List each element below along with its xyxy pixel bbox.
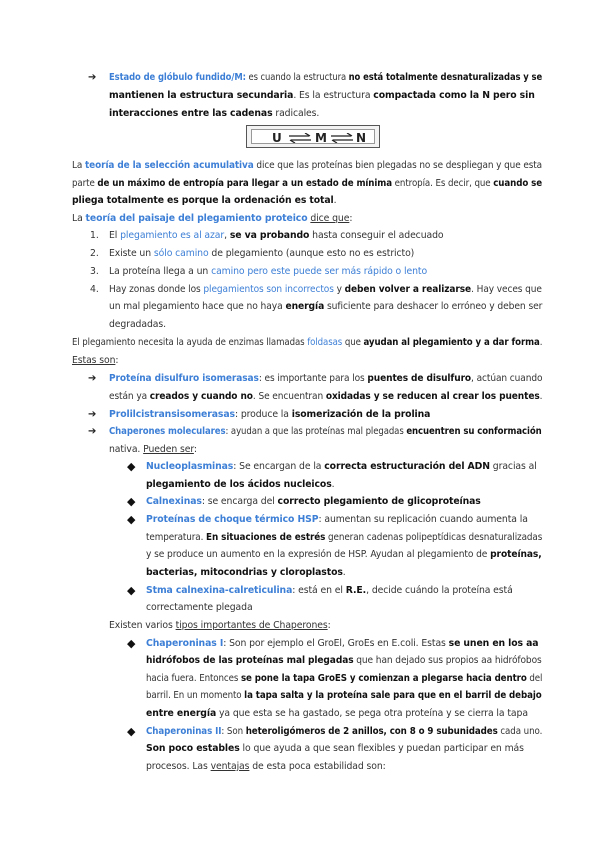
text-line (146, 654, 542, 668)
text-line (109, 107, 319, 121)
text-span: ya que esta se ha gastado, se pega otra proteína y se cierra la tapa (216, 708, 528, 719)
text-span: dice que las proteínas bien plegadas no se despliegan y que esta (253, 160, 543, 171)
text-span: parte (72, 178, 98, 189)
text-span: : Son por ejemplo el GroEl, GroEs en E.coli. Estas (223, 638, 449, 649)
text-span: : Son (221, 726, 246, 737)
text-span: La (72, 213, 86, 224)
text-line (146, 725, 542, 739)
term-chaperoninas-i: Chaperoninas I (146, 638, 224, 649)
text-underlined: Pueden ser (143, 444, 194, 455)
text-bold: entre energía (146, 708, 217, 719)
text-span: barril. En un momento (146, 690, 245, 701)
text-line (72, 177, 542, 191)
text-bold: isomerización de la prolina (291, 409, 431, 420)
text-span: : (115, 355, 119, 366)
text-span: de plegamiento (aunque esto no es estricto) (208, 248, 415, 259)
term-seleccion-acumulativa: teoría de la selección acumulativa (84, 160, 254, 171)
text-bold: En situaciones de estrés (206, 532, 326, 543)
text-line (72, 159, 542, 173)
text-span: La proteína llega a un (109, 266, 212, 277)
text-line (146, 495, 481, 509)
text-span: entropía. Es decir, que (392, 178, 494, 189)
text-bold: proteínas, (490, 549, 542, 560)
text-bold: mantienen la estructura secundaria (109, 90, 294, 101)
diamond-bullet-icon: ◆ (127, 460, 136, 473)
text-span: suficiente para deshacer lo erróneo y deben ser (324, 301, 543, 312)
text-span: hasta conseguir el adecuado (309, 230, 444, 241)
text-span: es cuando la estructura (245, 72, 349, 83)
state-m-label: M (315, 131, 327, 145)
text-span: , decide cuándo la proteína está (366, 585, 513, 596)
list-item (109, 229, 443, 243)
text-bold: Son poco estables (146, 743, 240, 754)
text-bold: ayudan al plegamiento y a dar forma (363, 337, 540, 348)
text-bold: la tapa salta y la proteína sale para que en el barril de debajo (244, 690, 542, 701)
term-chaperones: Chaperones moleculares (109, 426, 226, 437)
text-span: : se encarga del (201, 496, 278, 507)
text-bold: correcta estructuración del ADN (324, 461, 490, 472)
text-line (146, 672, 542, 686)
equilibrium-arrows-icon (288, 133, 312, 143)
list-item-continuation (109, 318, 166, 332)
text-bold: encuentren su conformación (406, 426, 542, 437)
text-bold: hidrófobos de las proteínas mal plegadas (146, 655, 354, 666)
text-bold: compactada como la N pero sin (373, 90, 535, 101)
text-bold: pliega totalmente es porque la ordenación es total (72, 195, 334, 206)
equilibrium-arrows-icon (330, 133, 354, 143)
text-line (146, 584, 513, 598)
text-span: : (193, 444, 197, 455)
diamond-bullet-icon: ◆ (127, 725, 136, 738)
arrow-bullet-icon: ➔ (88, 373, 97, 384)
text-span: que (342, 337, 364, 348)
folding-states-diagram (246, 125, 380, 148)
text-span: procesos. Las (146, 761, 211, 772)
list-item (109, 283, 542, 297)
term-calnexina-calreticulina: Stma calnexina-calreticulina (146, 585, 293, 596)
list-item-continuation (109, 300, 542, 314)
text-blue: camino pero este puede ser más rápido o lento (211, 266, 428, 277)
text-line (72, 212, 352, 226)
text-span: generan cadenas polipeptídicas desnaturalizadas (325, 532, 543, 543)
text-span: degradadas. (109, 319, 166, 330)
text-line (146, 548, 542, 562)
list-number: 1. (90, 230, 99, 241)
diamond-bullet-icon: ◆ (127, 637, 136, 650)
text-span: están ya (109, 391, 150, 402)
term-foldasas: foldasas (307, 337, 343, 348)
text-line (146, 707, 528, 721)
text-line (146, 513, 528, 527)
text-span: . (539, 391, 543, 402)
text-span: y (333, 284, 345, 295)
text-bold: plegamiento de los ácidos nucleicos (146, 479, 332, 490)
term-globulo-fundido: Estado de glóbulo fundido/M: (109, 72, 246, 83)
text-bold: interacciones entre las cadenas (109, 108, 273, 119)
text-span: gracias al (489, 461, 537, 472)
text-line (72, 354, 118, 368)
text-line (109, 425, 542, 439)
list-number: 2. (90, 248, 99, 259)
text-line (146, 601, 253, 615)
text-span: : produce la (234, 409, 292, 420)
text-span: La (72, 160, 85, 171)
text-line (146, 742, 524, 756)
text-blue: plegamientos son incorrectos (203, 284, 334, 295)
text-span: : ayudan a que las proteínas mal plegadas (225, 426, 407, 437)
text-bold: no está totalmente desnaturalizadas y se (348, 72, 543, 83)
text-bold: se unen en los aa (448, 638, 539, 649)
text-span: El (109, 230, 121, 241)
text-underlined: ventajas (210, 761, 250, 772)
text-bold: R.E. (345, 585, 367, 596)
text-span: Existe un (109, 248, 154, 259)
text-span: que han dejado sus propios aa hidrófobos (353, 655, 542, 666)
text-span: temperatura. (146, 532, 207, 543)
text-line (109, 443, 197, 457)
text-line (109, 71, 542, 85)
text-underlined: Estas son (72, 355, 116, 366)
text-span: : está en el (292, 585, 346, 596)
diamond-bullet-icon: ◆ (127, 584, 136, 597)
text-line (146, 460, 537, 474)
text-line (109, 89, 535, 103)
arrow-bullet-icon: ➔ (88, 426, 97, 437)
text-bold: deben volver a realizarse (344, 284, 472, 295)
text-bold: puentes de disulfuro (367, 373, 472, 384)
text-line (146, 760, 386, 774)
text-span: cada uno. (497, 726, 543, 737)
text-span: : Se encargan de la (233, 461, 325, 472)
text-bold: cuando se (493, 178, 543, 189)
text-line (109, 372, 542, 386)
text-bold: energía (285, 301, 325, 312)
text-blue: plegamiento es al azar (120, 230, 225, 241)
text-span: Hay zonas donde los (109, 284, 204, 295)
text-span: y se produce un aumento en la expresión de HSP. Ayudan al plegamiento de (146, 549, 491, 560)
text-bold: heteroligómeros de 2 anillos, con 8 o 9 subunidades (245, 726, 498, 737)
text-span: , actúan cuando (471, 373, 543, 384)
text-line (72, 336, 542, 350)
text-line (109, 408, 430, 422)
term-nucleoplasminas: Nucleoplasminas (146, 461, 234, 472)
list-number: 3. (90, 266, 99, 277)
text-line (109, 390, 542, 404)
diamond-bullet-icon: ◆ (127, 513, 136, 526)
text-span: Existen varios (109, 620, 176, 631)
state-n-label: N (356, 131, 367, 145)
text-bold: se pone la tapa GroES y comienzan a plegarse hacia dentro (240, 673, 527, 684)
text-span: radicales. (272, 108, 320, 119)
text-span: El plegamiento necesita la ayuda de enzimas llamadas (72, 337, 308, 348)
text-span: hacia fuera. Entonces (146, 673, 241, 684)
text-span: : aumentan su replicación cuando aumenta la (318, 514, 528, 525)
state-u-label: U (272, 131, 282, 145)
text-bold: oxidadas y se reducen al crear los puentes (325, 391, 540, 402)
text-span: . (342, 567, 346, 578)
text-span: : (349, 213, 353, 224)
text-span: . (539, 337, 543, 348)
text-span: de esta poca estabilidad son: (249, 761, 386, 772)
diamond-bullet-icon: ◆ (127, 495, 136, 508)
text-span: . Es la estructura (293, 90, 374, 101)
text-span: : (327, 620, 331, 631)
text-line (146, 689, 542, 703)
text-span: . Hay veces que (471, 284, 542, 295)
text-underlined: tipos importantes de Chaperones (175, 620, 328, 631)
text-blue: sólo camino (153, 248, 209, 259)
text-span: . (333, 195, 337, 206)
text-bold: se va probando (229, 230, 310, 241)
text-span: correctamente plegada (146, 602, 253, 613)
term-hsp: Proteínas de choque térmico HSP (146, 514, 319, 525)
text-span: , (224, 230, 230, 241)
text-line (146, 531, 542, 545)
text-line (146, 478, 334, 492)
text-span: nativa. (109, 444, 144, 455)
list-item (109, 247, 414, 261)
term-prolilcistrans: Prolilcistransisomerasas (109, 409, 235, 420)
list-number: 4. (90, 284, 99, 295)
text-bold: de un máximo de entropía para llegar a un estado de mínima (97, 178, 393, 189)
text-bold: creados y cuando no (149, 391, 253, 402)
term-disulfuro-isomerasas: Proteína disulfuro isomerasas (109, 373, 259, 384)
text-bold: bacterias, mitocondrias y cloroplastos (146, 567, 343, 578)
text-span: del (526, 673, 543, 684)
arrow-bullet-icon: ➔ (88, 409, 97, 420)
arrow-bullet-icon: ➔ (88, 72, 97, 83)
text-underlined: dice que (310, 213, 350, 224)
term-paisaje-plegamiento: teoría del paisaje del plegamiento proteico (85, 213, 308, 224)
text-line (72, 194, 336, 208)
term-chaperoninas-ii: Chaperoninas II (146, 726, 222, 737)
text-span: lo que ayuda a que sean flexibles y puedan participar en más (239, 743, 524, 754)
text-line (146, 566, 346, 580)
list-item (109, 265, 427, 279)
text-span: : es importante para los (258, 373, 368, 384)
term-calnexinas: Calnexinas (146, 496, 202, 507)
text-span: un mal plegamiento hace que no haya (109, 301, 286, 312)
text-line (146, 637, 538, 651)
text-bold: correcto plegamiento de glicoproteínas (277, 496, 481, 507)
diagram-frame (251, 129, 375, 144)
text-span: . (331, 479, 335, 490)
text-span: . Se encuentran (252, 391, 326, 402)
text-line (109, 619, 331, 633)
